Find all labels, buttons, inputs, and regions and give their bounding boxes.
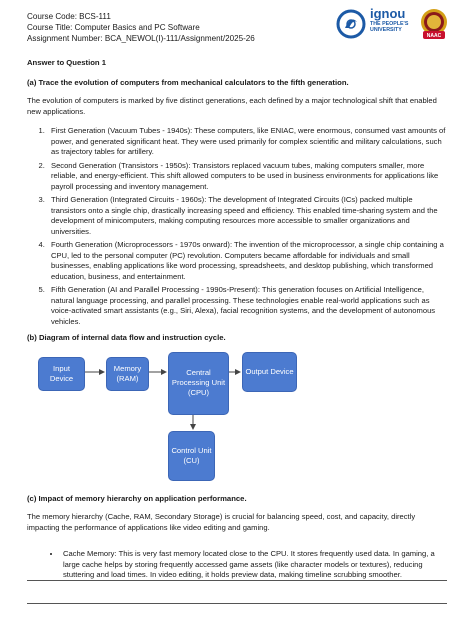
part-a-heading: (a) Trace the evolution of computers from mechanical calculators to the fifth generation.	[27, 77, 349, 87]
control-unit-box: Control Unit (CU)	[168, 431, 215, 481]
generations-list	[27, 126, 447, 327]
list-item: 3. Third Generation (Integrated Circuits - 1960s): The development of Integrated Circuits (ICs) packed multiple transistors onto a single chip, drastically increasing speed and efficiency. This enabled time-sharing system and the development of minicomputers, making computing resources more accessible to smaller organizations and universities.	[47, 195, 447, 237]
cpu-box: Central Processing Unit (CPU)	[168, 352, 229, 415]
logo-tagline-2: UNIVERSITY	[370, 27, 402, 33]
memory-box: Memory (RAM)	[106, 357, 149, 391]
part-c-heading: (c) Impact of memory hierarchy on application performance.	[27, 493, 247, 503]
data-flow-diagram	[27, 352, 447, 489]
svg-text:NAAC: NAAC	[426, 33, 442, 39]
answer-content	[27, 58, 447, 581]
course-title: Course Title: Computer Basics and PC Software	[27, 23, 200, 32]
output-device-box: Output Device	[242, 352, 297, 392]
input-device-box: Input Device	[38, 357, 85, 391]
logo-wordmark	[370, 7, 408, 33]
part-c-intro: The memory hierarchy (Cache, RAM, Secondary Storage) is crucial for balancing speed, cost, and capacity, directly impacting the performance of applications like video editing and gaming.	[27, 512, 416, 532]
list-item: 5. Fifth Generation (AI and Parallel Processing - 1990s-Present): This generation focuses on Artificial Intelligence, natural language processing, and parallel processing. These technologies enable real-world applications such as voice-activated smart assistants (e.g., Siri, Alexa), facial recognition systems, and the development of autonomous vehicles.	[47, 285, 447, 327]
memory-hierarchy-list	[27, 549, 447, 581]
list-item: 2. Second Generation (Transistors - 1950s): Transistors replaced vacuum tubes, making computers smaller, more reliable, and energy-efficient. This shift allowed computers to be used in business environments for applications like payroll processing and inventory management.	[47, 161, 447, 193]
university-logo	[336, 6, 454, 46]
course-code: Course Code: BCS-111	[27, 12, 111, 21]
naac-badge-icon	[416, 6, 452, 42]
list-item: 1. First Generation (Vacuum Tubes - 1940s): These computers, like ENIAC, were enormous, consumed vast amounts of power, and generated significant heat. They were used primarily for complex scientific and military calculations, such as trajectory tables for artillery.	[47, 126, 447, 158]
answer-heading: Answer to Question 1	[27, 58, 107, 67]
divider	[27, 580, 447, 581]
part-b-heading: (b) Diagram of internal data flow and instruction cycle.	[27, 333, 226, 342]
ignou-emblem-icon	[336, 9, 366, 39]
part-a-intro: The evolution of computers is marked by five distinct generations, each defined by a major technological shift that enabled new applications.	[27, 96, 437, 116]
logo-name: ignou	[370, 6, 406, 21]
diagram-arrows	[27, 352, 447, 489]
logo-tagline-1: THE PEOPLE'S	[370, 21, 409, 27]
list-item: • Cache Memory: This is very fast memory located close to the CPU. It stores frequently used data. In gaming, a large cache helps by storing frequently accessed game assets (like character models or textures), reducing stuttering and load times. In video editing, it holds preview data, making timeline scrubbing smoother.	[61, 549, 447, 581]
divider	[27, 603, 447, 604]
list-item: 4. Fourth Generation (Microprocessors - 1970s onward): The invention of the microprocessor, a single chip containing a CPU, led to the personal computer (PC) revolution. Computers became affordable for individuals and small businesses, enabling applications like word processing, spreadsheets, and desktop publishing, which transformed education, business, and entertainment.	[47, 240, 447, 282]
assignment-number: Assignment Number: BCA_NEWOL(I)-111/Assignment/2025-26	[27, 34, 255, 43]
course-header	[27, 11, 255, 44]
